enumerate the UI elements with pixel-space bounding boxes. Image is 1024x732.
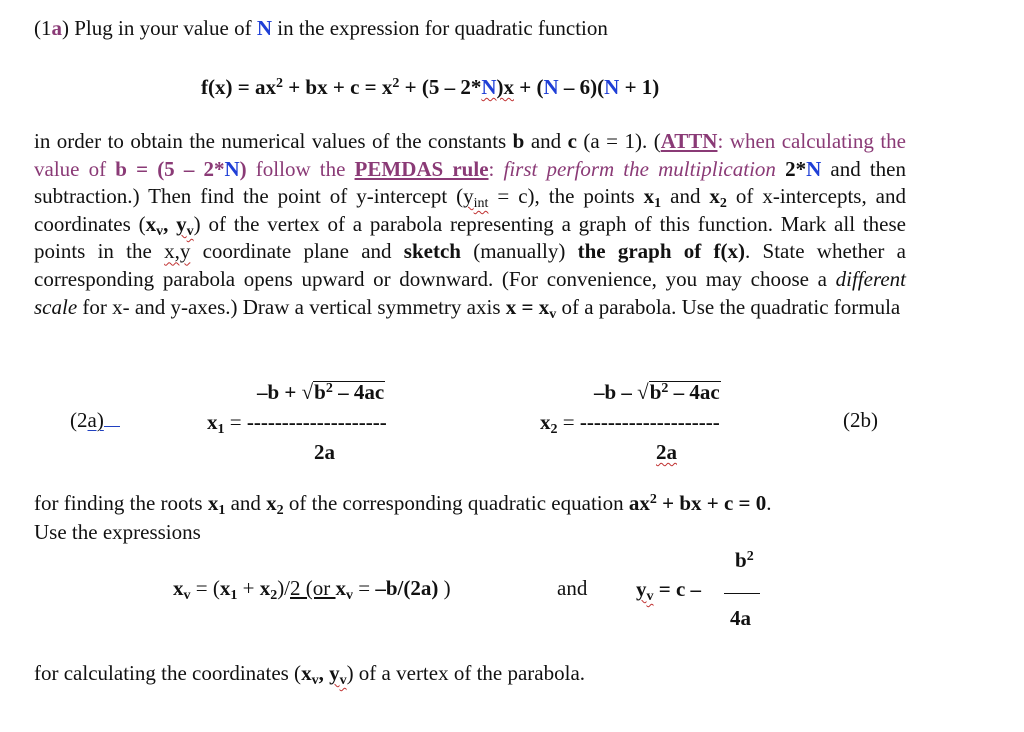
x2-denominator: 2a [656,440,677,464]
formula-label-2b: (2b) [843,408,878,432]
instructions-paragraph: in order to obtain the numerical values of the constants b and c (a = 1). (ATTN: when calculating the value of b = (5 – 2*N) follow the PEMDAS rule: first perform the multiplication 2*N and then subtraction.) Then find the point of y-intercept $(y_{int} = c)$, the points $x_1$ and $x_2$ of x-intercepts, and coordinates ($x_v$, $y_v$) of the vertex of a parabola representing a graph of this function. Mark all these points in the x,y coordinate plane and sketch (manually) the graph of f(x). State whether a corresponding parabola opens upward or downward. (For convenience, you may choose a different scale for x- and y-axes.) Draw a vertical symmetry axis $x = x_v$ of a parabola. Use the quadratic formula [34,129,906,322]
footer-sentence: for calculating the coordinates ($x_v$, $y_v$) of a vertex of the parabola. [34,661,586,688]
formula-label-2a: (2a) [70,408,120,433]
variable-N: N [256,16,272,40]
x2-numerator: $-b - √b^2 - 4ac$ [594,380,720,404]
pemdas-rule: PEMDAS rule [354,156,489,181]
formula-N: N [481,75,497,99]
function-formula: $f(x) = ax^2$ + bx + $c = x^2 + (5 - 2*N)x + (N - 6)(N + 1)$ [201,75,660,99]
x2-formula-line: $x_2$ = -------------------- [540,410,720,437]
vertex-and: and [557,576,588,600]
yv-denominator: 4a [730,606,751,630]
vertex-x-formula: $x_v = (x_1 + x_2)/2$ (or $x_v = -b/(2a)$ ) [173,576,451,603]
vertex-y-formula: $y_v = c$ – [636,577,702,604]
attn-label: ATTN [660,129,718,153]
x1-numerator: $-b + √b^2 - 4ac$ [257,380,385,404]
x1-denominator: 2a [314,440,335,464]
x1-formula-line: $x_1$ = -------------------- [207,410,387,437]
question-header: (1a) Plug in your value of N in the expression for quadratic function [34,16,608,40]
yv-numerator: $b^2$ [735,548,754,572]
roots-sentence: for finding the roots $x_1$ and $x_2$ of the corresponding quadratic equation $ax^2$ + bx + c = 0. [34,491,772,518]
part-letter: a [51,16,62,40]
yv-fraction-bar [724,593,760,594]
use-expressions: Use the expressions [34,520,201,544]
